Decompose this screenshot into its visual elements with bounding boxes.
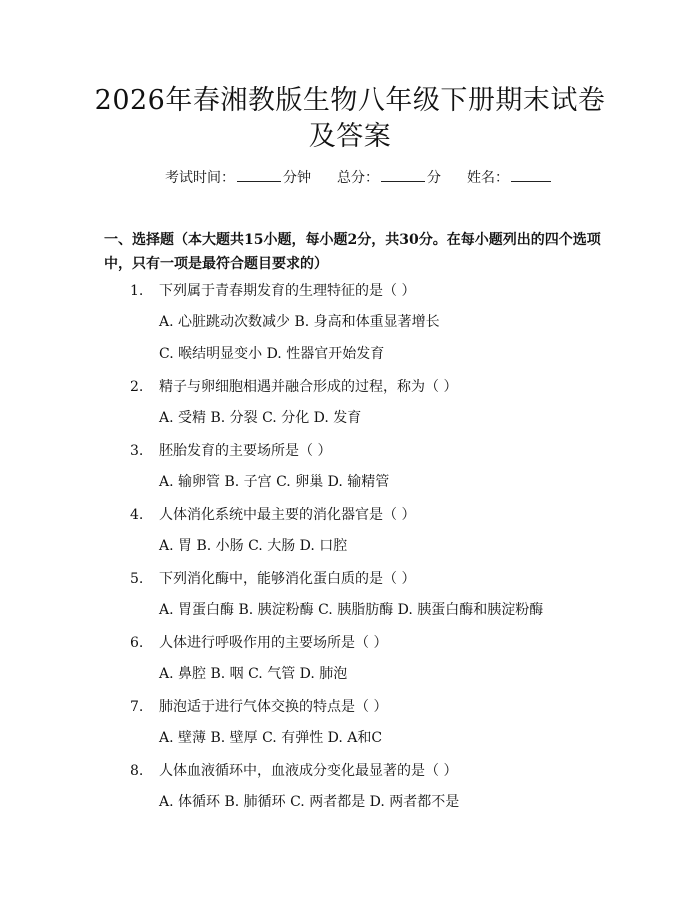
- question-list: [0, 280, 700, 824]
- question-options: A. 胃蛋白酶 B. 胰淀粉酶 C. 胰脂肪酶 D. 胰蛋白酶和胰淀粉酶: [159, 602, 544, 618]
- question-item: [0, 504, 700, 568]
- question-options: A. 体循环 B. 肺循环 C. 两者都是 D. 两者都不是: [159, 794, 460, 810]
- question-number: 4.: [130, 507, 144, 523]
- question-number: 8.: [130, 763, 144, 779]
- question-number: 1.: [130, 283, 144, 299]
- question-stem: 胚胎发育的主要场所是（ ）: [159, 443, 332, 459]
- question-stem: 精子与卵细胞相遇并融合形成的过程，称为（ ）: [159, 379, 458, 395]
- question-item: [0, 280, 700, 376]
- question-stem: 下列消化酶中，能够消化蛋白质的是（ ）: [159, 571, 416, 587]
- question-item: [0, 440, 700, 504]
- score-blank: [381, 167, 425, 182]
- question-item: [0, 376, 700, 440]
- exam-info-line: [165, 167, 565, 189]
- score-label: 总分：: [337, 170, 379, 186]
- question-number: 6.: [130, 635, 144, 651]
- question-options: C. 喉结明显变小 D. 性器官开始发育: [159, 346, 385, 362]
- question-item: [0, 632, 700, 696]
- question-stem: 人体进行呼吸作用的主要场所是（ ）: [159, 635, 388, 651]
- score-unit: 分: [427, 170, 441, 186]
- question-options: A. 胃 B. 小肠 C. 大肠 D. 口腔: [159, 538, 348, 554]
- question-options: A. 输卵管 B. 子宫 C. 卵巢 D. 输精管: [159, 474, 390, 490]
- question-item: [0, 696, 700, 760]
- section-heading: 一、选择题（本大题共15小题，每小题2分，共30分。在每小题列出的四个选项中，只有一项是最符合题目要求的）: [104, 232, 601, 272]
- question-options: A. 鼻腔 B. 咽 C. 气管 D. 肺泡: [159, 666, 348, 682]
- name-blank: [511, 167, 551, 182]
- question-stem: 人体消化系统中最主要的消化器官是（ ）: [159, 507, 416, 523]
- question-options: A. 壁薄 B. 壁厚 C. 有弹性 D. A和C: [159, 730, 383, 746]
- question-number: 2.: [130, 379, 144, 395]
- time-unit: 分钟: [283, 170, 311, 186]
- time-blank: [237, 167, 281, 182]
- question-stem: 下列属于青春期发育的生理特征的是（ ）: [159, 283, 416, 299]
- question-stem: 肺泡适于进行气体交换的特点是（ ）: [159, 699, 388, 715]
- question-item: [0, 568, 700, 632]
- page-title: 2026年春湘教版生物八年级下册期末试卷及答案: [94, 85, 606, 152]
- question-number: 3.: [130, 443, 144, 459]
- question-stem: 人体血液循环中，血液成分变化最显著的是（ ）: [159, 763, 458, 779]
- time-label: 考试时间：: [165, 170, 235, 186]
- question-number: 7.: [130, 699, 144, 715]
- question-number: 5.: [130, 571, 144, 587]
- question-options: A. 受精 B. 分裂 C. 分化 D. 发育: [159, 410, 362, 426]
- question-options: A. 心脏跳动次数减少 B. 身高和体重显著增长: [159, 314, 440, 330]
- name-label: 姓名：: [467, 170, 509, 186]
- question-item: [0, 760, 700, 824]
